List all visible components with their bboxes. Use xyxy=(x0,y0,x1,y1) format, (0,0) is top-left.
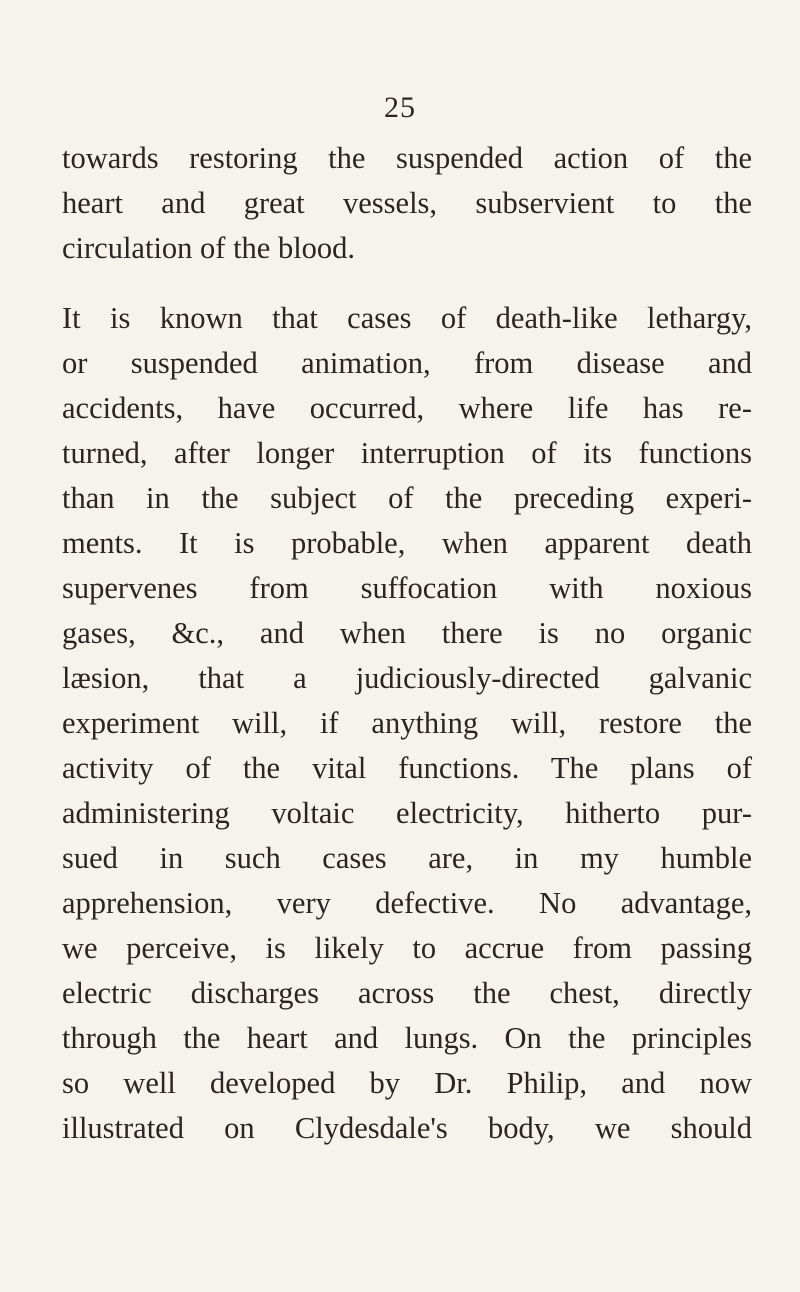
page-number: 25 xyxy=(384,91,416,124)
text-line: so well developed by Dr. Philip, and now xyxy=(62,1066,752,1100)
text-line: experiment will, if anything will, restore the xyxy=(62,706,752,740)
text-line: heart and great vessels, subservient to the xyxy=(62,186,752,220)
text-line: we perceive, is likely to accrue from passing xyxy=(62,931,752,965)
text-line: gases, &c., and when there is no organic xyxy=(62,616,752,650)
paragraph-2 xyxy=(62,296,752,1151)
text-line: sued in such cases are, in my humble xyxy=(62,841,752,875)
text-line: electric discharges across the chest, directly xyxy=(62,976,752,1010)
paragraph-gap xyxy=(62,271,752,296)
text-line: towards restoring the suspended action of the xyxy=(62,141,752,175)
text-line: læsion, that a judiciously-directed galvanic xyxy=(62,661,752,695)
text-line: administering voltaic electricity, hitherto pur- xyxy=(62,796,752,830)
text-line: activity of the vital functions. The plans of xyxy=(62,751,752,785)
body-text xyxy=(62,136,752,1151)
text-line: turned, after longer interruption of its functions xyxy=(62,436,752,470)
text-line: It is known that cases of death-like lethargy, xyxy=(62,301,752,335)
text-line: apprehension, very defective. No advantage, xyxy=(62,886,752,920)
text-line: or suspended animation, from disease and xyxy=(62,346,752,380)
text-line: supervenes from suffocation with noxious xyxy=(62,571,752,605)
paragraph-1 xyxy=(62,136,752,271)
text-line: through the heart and lungs. On the principles xyxy=(62,1021,752,1055)
text-line: accidents, have occurred, where life has re- xyxy=(62,391,752,425)
text-line: illustrated on Clydesdale's body, we should xyxy=(62,1111,752,1145)
text-line: than in the subject of the preceding experi- xyxy=(62,481,752,515)
text-line: ments. It is probable, when apparent death xyxy=(62,526,752,560)
text-line: circulation of the blood. xyxy=(62,231,356,265)
